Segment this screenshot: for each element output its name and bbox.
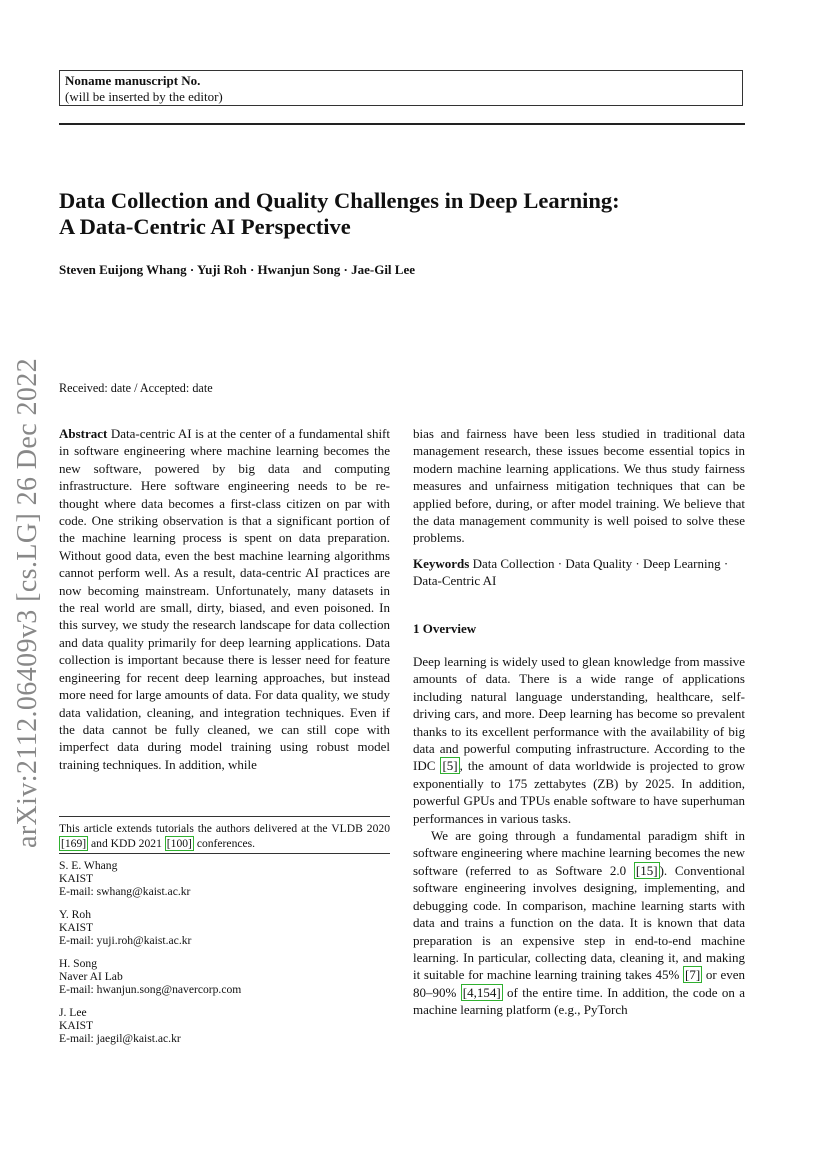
- title-line-2: A Data-Centric AI Perspective: [59, 214, 351, 239]
- overview-body: [413, 653, 745, 1019]
- para2-c: or even 80–90%: [413, 967, 745, 1000]
- affiliation-email: E-mail: jaegil@kaist.ac.kr: [59, 1031, 181, 1045]
- paragraph-2: [413, 827, 745, 1018]
- footnote: [59, 821, 390, 851]
- title-line-1: Data Collection and Quality Challenges in Deep Learning:: [59, 188, 620, 213]
- affiliation-org: KAIST: [59, 871, 94, 885]
- citation-link[interactable]: [7]: [685, 967, 701, 983]
- affiliation-name: J. Lee: [59, 1006, 87, 1019]
- author-list: Steven Euijong Whang · Yuji Roh · Hwanjun Song · Jae-Gil Lee: [59, 262, 416, 277]
- arxiv-identifier[interactable]: arXiv:2112.06409v3 [cs.LG] 26 Dec 2022: [12, 357, 43, 848]
- section-heading: 1 Overview: [413, 621, 477, 636]
- affiliation-name: S. E. Whang: [59, 859, 118, 872]
- affiliation-block: [59, 909, 191, 947]
- paper-title: [59, 188, 759, 240]
- citation-link[interactable]: [5]: [442, 758, 458, 774]
- para1-text: Deep learning is widely used to glean knowledge from massive amounts of data. There is a wide range of applications including natural language understanding, healthcare, self-driving cars, and more. Deep learning has become so prevalent thanks to its excellent performance with the availability of big data and powerful computing infrastructure. According to the IDC: [413, 654, 745, 774]
- keywords-label: Keywords: [413, 556, 470, 571]
- citation-link[interactable]: [4,154]: [462, 984, 501, 1000]
- keywords-text: Data Collection · Data Quality · Deep Learning · Data-Centric AI: [413, 556, 729, 589]
- citation-link[interactable]: [15]: [635, 862, 658, 878]
- abstract-text: Data-centric AI is at the center of a fundamental shift in software engineering where machine learning becomes the new software, powered by big data and computing infrastructure. Here software engineering needs to be re-thought where data becomes a first-class citizen on par with code. One striking observation is that a significant portion of the machine learning process is spent on data preparation. Without good data, even the best machine learning algorithms cannot perform well. As a result, data-centric AI practices are now becoming mainstream. Unfortunately, many datasets in the real world are small, dirty, biased, and even poisoned. In this survey, we study the research landscape for data collection and data quality primarily for deep learning applications. Data collection is important because there is lesser need for feature engineering for recent deep learning approaches, but instead more need for large amounts of data. For data quality, we study data validation, cleaning, and integration techniques. Even if the data cannot be fully cleaned, we can still cope with imperfect data during model training using robust model training techniques. In addition, while: [59, 426, 390, 772]
- affiliation-block: [59, 860, 190, 898]
- affiliation-email: E-mail: yuji.roh@kaist.ac.kr: [59, 933, 192, 947]
- footnote-divider: [59, 816, 390, 817]
- footnote-a: This article extends tutorials the authors delivered at the VLDB 2020: [59, 822, 390, 835]
- citation-link[interactable]: [169]: [61, 837, 87, 850]
- manuscript-header-box: [59, 70, 743, 106]
- editor-note: (will be inserted by the editor): [65, 89, 223, 104]
- affiliation-divider: [59, 853, 390, 854]
- para2-a: We are going through a fundamental paradigm shift in software engineering where machine learning becomes the new software (referred to as Software 2.0: [413, 828, 745, 878]
- affiliation-email: E-mail: hwanjun.song@navercorp.com: [59, 982, 242, 996]
- abstract-continuation: [413, 425, 745, 547]
- received-date: Received: date / Accepted: date: [59, 381, 213, 395]
- paragraph-1: [413, 653, 745, 827]
- footnote-c: conferences.: [196, 837, 256, 850]
- affiliation-org: KAIST: [59, 1018, 94, 1032]
- affiliation-org: Naver AI Lab: [59, 969, 123, 983]
- affiliation-block: [59, 958, 241, 996]
- affiliation-name: H. Song: [59, 957, 98, 970]
- header-rule: [59, 123, 745, 125]
- affiliation-name: Y. Roh: [59, 908, 92, 921]
- para2-b: ). Conventional software engineering involves designing, implementing, and debugging code. In comparison, machine learning starts with data and trains a function on the data. It is known that data preparation is an expensive step in end-to-end machine learning. In particular, collecting data, cleaning it, and making it suitable for machine learning training takes 45%: [413, 862, 745, 983]
- affiliation-block: [59, 1007, 181, 1045]
- keywords: [413, 555, 745, 590]
- abstract-cont-text: bias and fairness have been less studied in traditional data management research, these issues become essential topics in modern machine learning applications. We thus study fairness measures and unfairness mitigation techniques that can be applied before, during, or after model training. We believe that the data management community is well poised to solve these problems.: [413, 426, 745, 546]
- para1-end: , the amount of data worldwide is projected to grow exponentially to 175 zettabytes (ZB) by 2025. In addition, powerful GPUs and TPUs enable software to have superhuman performances in various tasks.: [413, 758, 746, 826]
- citation-link[interactable]: [100]: [166, 837, 192, 850]
- abstract-label: Abstract: [59, 426, 108, 441]
- para2-d: of the entire time. In addition, the code on a machine learning platform (e.g., PyTorch: [413, 984, 746, 1018]
- abstract-left-column: [59, 425, 390, 773]
- affiliation-email: E-mail: swhang@kaist.ac.kr: [59, 884, 191, 898]
- footnote-b: and KDD 2021: [91, 837, 162, 850]
- affiliation-org: KAIST: [59, 920, 94, 934]
- manuscript-number: Noname manuscript No.: [65, 73, 201, 88]
